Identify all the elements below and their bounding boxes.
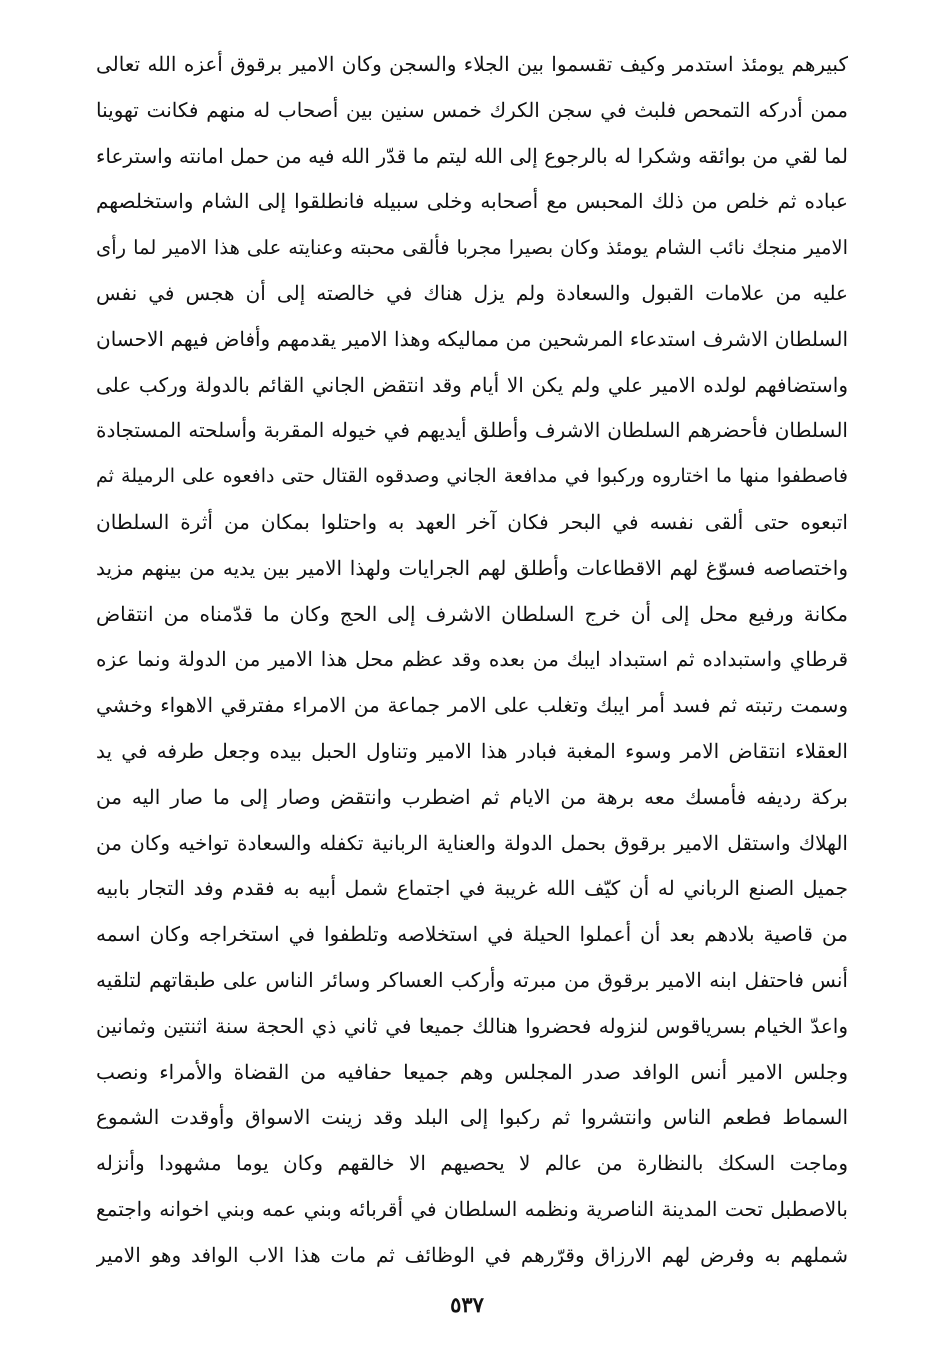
text-line: كبيرهم يومئذ استدمر وكيف تقسموا بين الجلاء والسجن وكان الامير برقوق أعزه الله تعالى [96, 52, 848, 76]
text-line: من قاصية بلادهم بعد أن أعملوا الحيلة في استخلاصه وتلطفوا في استخراجه وكان اسمه [96, 922, 848, 947]
text-line: قرطاي واستبداده ثم استبداد ايبك من بعده وقد عظم محل هذا الامير من الدولة ونما عزه [96, 647, 848, 672]
body-text [96, 42, 848, 1279]
text-line: بركة رديفه فأمسك معه برهة من الايام ثم اضطرب وانتقض وصار إلى ما صار اليه من [96, 784, 848, 809]
text-line: أنس فاحتفل ابنه الامير برقوق من مبرته وأركب العساكر وسائر الناس على طبقاتهم لتلقيه [96, 967, 848, 992]
text-line: شملهم به وفرض لهم الارزاق وقرّرهم في الوظائف ثم مات هذا الاب الوافد وهو الامير [96, 1242, 848, 1267]
page-number: ٥٣٧ [450, 1292, 484, 1317]
text-line: الامير منجك نائب الشام يومئذ وكان بصيرا مجربا فألقى محبته وعنايته على هذا الامير لما رأى [96, 236, 848, 260]
text-line: لما لقي من بوائقه وشكرا له بالرجوع إلى الله ليتم ما قدّر الله فيه من حمل امانته واسترعاء [96, 143, 848, 168]
text-line: عليه من علامات القبول والسعادة ولم يزل هناك في خالصته إلى أن هجس في نفس [96, 280, 848, 305]
text-line: السلطان فأحضرهم السلطان الاشرف وأطلق أيديهم في خيوله المقربة وأسلحته المستجادة [96, 418, 848, 443]
text-line: عباده ثم خلص من ذلك المحبس مع أصحابه وخلى سبيله فانطلقوا إلى الشام واستخلصهم [96, 189, 848, 214]
text-line: السلطان الاشرف استدعاء المرشحين من مماليكه وهذا الامير يقدمهم وأفاض فيهم الاحسان [96, 326, 848, 351]
text-line: السماط فطعم الناس وانتشروا ثم ركبوا إلى البلد وقد زينت الاسواق وأوقدت الشموع [96, 1105, 848, 1130]
text-line: بالاصطبل تحت المدينة الناصرية ونظمه السلطان في أقربائه وبني عمه وبني اخوانه واجتمع [96, 1196, 848, 1221]
text-line: وسمت رتبته ثم فسد أمر ايبك وتغلب على الامر جماعة من الامراء مفترقي الاهواء وخشي [96, 693, 848, 718]
text-line: وجلس الامير أنس الوافد صدر المجلس وهم جميعا حفافيه من القضاة والأمراء ونصب [96, 1059, 848, 1084]
text-line: جميل الصنع الرباني له أن كيّف الله غريبة في اجتماع شمل أبيه به فقدم وفد التجار بابيه [96, 876, 848, 901]
text-line: واعدّ الخيام بسرياقوس لنزوله فحضروا هنالك جميعا في ثاني ذي الحجة سنة اثنتين وثمانين [96, 1013, 848, 1038]
text-line: واستضافهم لولده الامير علي ولم يكن الا أيام وقد انتقض الجاني القائم بالدولة وركب على [96, 372, 848, 397]
text-line: اتبعوه حتى ألقى نفسه في البحر فكان آخر العهد به واحتلوا بمكان من أثرة السلطان [96, 509, 848, 534]
text-line: مكانة ورفيع محل إلى أن خرج السلطان الاشرف إلى الحج وكان ما قدّمناه من انتقاض [96, 601, 848, 626]
text-line: فاصطفوا منها ما اختاروه وركبوا في مدافعة الجاني وصدقوه القتال حتى دافعوه على الرميلة ثم [96, 465, 848, 488]
text-line: الهلاك واستقل الامير برقوق بحمل الدولة والعناية الربانية تكفله والسعادة تواخيه وكان من [96, 830, 848, 855]
text-line: واختصاصه فسوّغ لهم الاقطاعات وأطلق لهم الجرايات ولهذا الامير بين يديه من بينهم مزيد [96, 555, 848, 580]
text-line: العقلاء انتقاض الامر وسوء المغبة فبادر هذا الامير وتناول الحبل بيده وجعل طرفه في يد [96, 738, 848, 763]
text-line: وماجت السكك بالنظارة من عالم لا يحصيهم الا خالقهم وكان يوما مشهودا وأنزله [96, 1151, 848, 1176]
text-line: ممن أدركه التمحص فلبث في سجن الكرك خمس سنين بين أصحاب له منهم فكانت تهوينا [96, 97, 848, 122]
